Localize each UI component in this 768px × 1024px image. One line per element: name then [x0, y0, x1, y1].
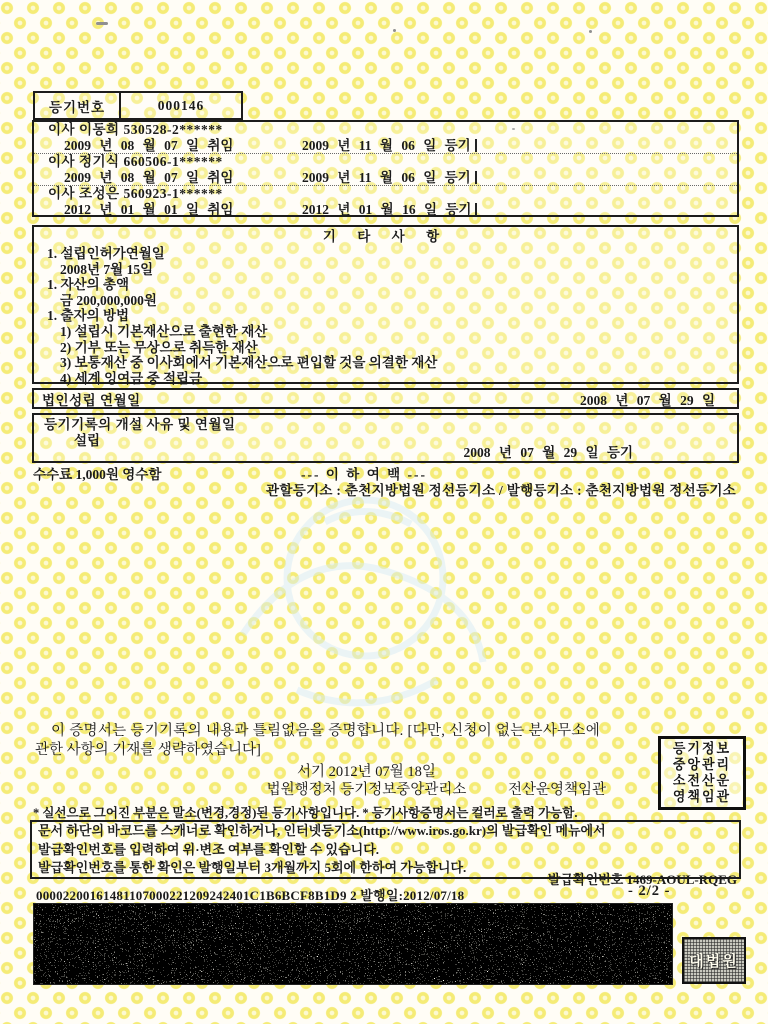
establishment-label: 법인성립 연월일 [42, 392, 141, 408]
appointed-date: 2009 년 08 월 07 일 취임 [64, 170, 234, 185]
barcode-noise [34, 904, 672, 984]
seal-row: 영책임관 [672, 788, 732, 805]
record-open-reason: 설립 [74, 433, 101, 448]
director-name: 이사 이동희 530528-2****** [48, 122, 223, 137]
director-dates [34, 138, 737, 153]
scan-speck [589, 30, 592, 33]
misc-title: 기 타 사 항 [322, 229, 449, 244]
officer-title: 전산운영책임관 [507, 782, 606, 798]
misc-line: 1. 출자의 방법 [47, 308, 130, 324]
misc-line: 2) 기부 또는 무상으로 취득한 재산 [60, 339, 258, 355]
certification-statement-line1: 이 증명서는 등기기록의 내용과 틀림없음을 증명합니다. [다만, 신청이 없는 분사무소에 [51, 723, 601, 739]
registration-number-table [33, 91, 243, 120]
registered-date: 2009 년 11 월 06 일 등기 [302, 138, 471, 153]
issuer-name: 법원행정처 등기정보중앙관리소 [266, 782, 467, 798]
director-dates [34, 202, 737, 217]
registered-date: 2012 년 01 월 16 일 등기 [302, 202, 472, 217]
record-end-tick [475, 203, 477, 216]
page-number: - 2/2 - [628, 883, 671, 899]
registered-date: 2009 년 11 월 06 일 등기 [302, 170, 471, 185]
director-dates [34, 170, 737, 185]
misc-line: 1. 설립인허가연월일 [47, 246, 165, 261]
issuer-row [35, 781, 698, 800]
official-seal-stamp [658, 736, 746, 810]
misc-line: 4) 세계 잉여금 중 적립금 [60, 370, 203, 386]
record-end-tick [475, 171, 477, 184]
director-name: 이사 정기식 660506-1****** [48, 154, 223, 169]
fee-text: 수수료 1,000원 영수함 [33, 467, 162, 482]
seal-row: 등기정보 [672, 740, 732, 757]
issue-confirmation-number: 발급확인번호 1469-AOUL-RQEG [547, 872, 737, 887]
misc-line: 1. 자산의 총액 [47, 277, 130, 293]
misc-line: 2008년 7월 15일 [60, 261, 154, 277]
certification-date: 서기 2012년 07월 18일 [297, 764, 436, 780]
strikeout-footnote: * 실선으로 그어진 부분은 말소(변경,경정)된 등기사항입니다. * 등기사항증명서는 컬러로 출력 가능함. [33, 806, 578, 820]
notice-line: 발급확인번호를 입력하여 위·변조 여부를 확인할 수 있습니다. [38, 841, 380, 857]
record-open-section [32, 413, 739, 463]
misc-matters-section [32, 225, 739, 384]
record-end-tick [475, 139, 477, 152]
certification-block [35, 722, 698, 800]
blank-below-marker: --- 이 하 여 백 --- [301, 467, 428, 482]
director-row [34, 186, 737, 218]
fee-row [33, 463, 740, 482]
record-open-date: 2008 년 07 월 29 일 등기 [463, 445, 633, 460]
notice-line: 발급확인번호를 통한 확인은 발행일부터 3개월까지 5회에 한하여 가능합니다. [38, 860, 467, 876]
establishment-date: 2008 년 07 월 29 일 [580, 392, 715, 408]
record-open-label: 등기기록의 개설 사유 및 연월일 [44, 417, 236, 432]
appointed-date: 2012 년 01 월 01 일 취임 [64, 202, 234, 217]
misc-line: 1) 설립시 기본재산으로 출현한 재산 [60, 323, 268, 339]
scan-speck [96, 22, 108, 25]
misc-line: 3) 보통재산 중 이사회에서 기본재산으로 편입할 것을 의결한 재산 [60, 355, 438, 371]
director-name: 이사 조성은 560923-1****** [48, 186, 223, 201]
notice-line: 문서 하단의 바코드를 스캐너로 확인하거나, 인터넷등기소(http://www.iros.go.kr)의 발급확인 메뉴에서 [38, 823, 606, 838]
misc-line: 금 200,000,000원 [60, 292, 157, 308]
seal-row: 중앙관리 [672, 756, 732, 773]
establishment-date-row [32, 388, 739, 409]
appointed-date: 2009 년 08 월 07 일 취임 [64, 138, 234, 153]
supreme-court-badge: 대법원 [682, 937, 746, 984]
security-barcode [33, 903, 673, 985]
directors-section [32, 120, 739, 217]
court-emblem-watermark [205, 482, 525, 722]
scan-speck [393, 29, 396, 32]
document-serial-number: 00002200161481107000221209242401C1B6BCF8B1D9 2 발행일:2012/07/18 [36, 888, 465, 903]
registration-number-label: 등기번호 [35, 93, 121, 118]
director-row [34, 122, 737, 154]
certification-statement-line2: 관한 사항의 기재를 생략하였습니다] [35, 742, 261, 758]
director-row [34, 154, 737, 186]
seal-row: 소전산운 [672, 772, 732, 789]
registration-number-value: 000146 [157, 97, 205, 113]
registry-offices-line: 관할등기소 : 춘천지방법원 정선등기소 / 발행등기소 : 춘천지방법원 정선등기소 [266, 483, 736, 498]
